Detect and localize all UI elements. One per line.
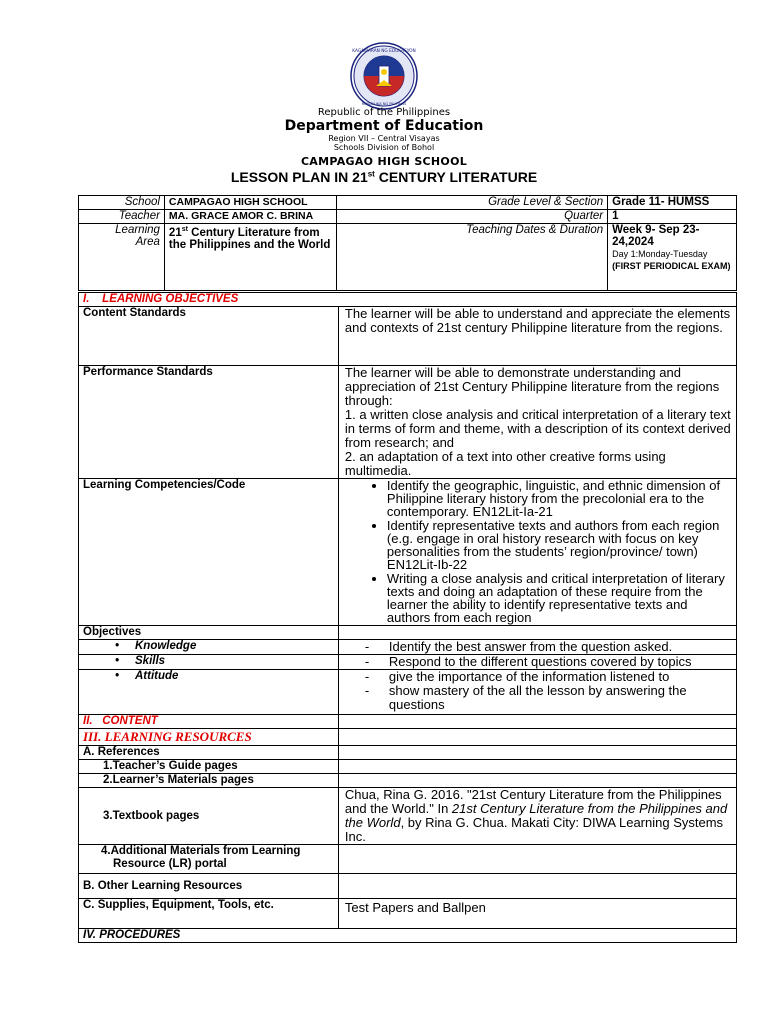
performance-standards-label: Performance Standards [79,366,339,479]
section-learning-objectives: I. LEARNING OBJECTIVES [79,293,737,307]
deped-seal-icon [350,42,418,110]
attitude-text: - give the importance of the information listened to - show mastery of the all the lesson by answering the questions [338,670,736,715]
teacher-label: Teacher [79,210,165,224]
quarter-value: 1 [608,210,737,224]
school-line: CAMPAGAO HIGH SCHOOL [300,155,468,168]
section-procedures: IV. PROCEDURES [79,929,737,943]
division-line: Schools Division of Bohol [333,143,435,152]
seal-ring-text: KAGAWARAN NG EDUKASYON [352,49,416,54]
school-label: School [79,196,165,210]
skills-text: - Respond to the different questions covered by topics [338,655,736,670]
competencies-list [338,479,736,626]
school-value: CAMPAGAO HIGH SCHOOL [164,196,336,210]
republic-line: Republic of the Philippines [317,107,451,118]
area-value: 21st Century Literature from the Philippines and the World [164,224,336,291]
department-line: Department of Education [284,118,484,134]
objectives-label: Objectives [79,626,339,640]
supplies-text: Test Papers and Ballpen [338,899,736,929]
attitude-label: • Attitude [79,670,339,715]
supplies-label: C. Supplies, Equipment, Tools, etc. [79,899,339,929]
competency-item: • Identify representative texts and authors from each region (e.g. engage in oral history research with focus on key personalities from the students’ region/province/ town) EN12Lit-Ib-22 [387,519,732,571]
content-standards-label: Content Standards [79,307,339,366]
grade-label: Grade Level & Section [336,196,607,210]
seal-bottom-text: REPUBLIKA NG PILIPINAS [361,102,407,106]
learners-materials-label: 2.Learner’s Materials pages [79,774,339,788]
knowledge-label: • Knowledge [79,640,339,655]
dates-label: Teaching Dates & Duration [336,224,607,291]
skills-label: • Skills [79,655,339,670]
section-learning-resources: III. LEARNING RESOURCES [79,729,339,746]
references-label: A. References [79,746,339,760]
other-resources-label: B. Other Learning Resources [79,874,339,899]
info-table [78,195,737,291]
section-content: II. CONTENT [79,715,339,729]
plan-table [78,292,737,943]
textbook-label: 3.Textbook pages [79,788,339,845]
region-line: Region VII – Central Visayas [328,134,440,143]
textbook-text: Chua, Rina G. 2016. "21st Century Literature from the Philippines and the World." In 21st Century Literature from the Philippines and the World, by Rina G. Chua. Makati City: DIWA Learning Systems Inc. [338,788,736,845]
content-standards-text: The learner will be able to understand and appreciate the elements and contexts of 21st century Philippine literature from the regions. [338,307,736,366]
teachers-guide-label: 1.Teacher’s Guide pages [79,760,339,774]
quarter-label: Quarter [336,210,607,224]
competency-item: • Identify the geographic, linguistic, and ethnic dimension of Philippine literary history from the precolonial era to the contemporary. EN12Lit-Ia-21 [387,479,732,518]
page-title: LESSON PLAN IN 21st CENTURY LITERATURE [230,169,538,185]
teacher-value: MA. GRACE AMOR C. BRINA [164,210,336,224]
competencies-label: Learning Competencies/Code [79,479,339,626]
dates-value: Week 9- Sep 23-24,2024 Day 1:Monday-Tuesday (FIRST PERIODICAL EXAM) [608,224,737,291]
performance-standards-text: The learner will be able to demonstrate understanding and appreciation of 21st Century Philippine literature from the regions through: 1. a written close analysis and critical interpretation of a literary text in terms of form and theme, with a description of its context derived from research; and 2. an adaptation of a text into other creative forms using multimedia. [338,366,736,479]
area-label: Learning Area [79,224,165,291]
competency-item: • Writing a close analysis and critical interpretation of literary texts and doing an adaptation of these require from the learner the ability to identify representative texts and authors from each region [387,572,732,624]
additional-materials-label: 4.Additional Materials from Learning Resource (LR) portal [79,845,339,874]
knowledge-text: - Identify the best answer from the question asked. [338,640,736,655]
grade-value: Grade 11- HUMSS [608,196,737,210]
